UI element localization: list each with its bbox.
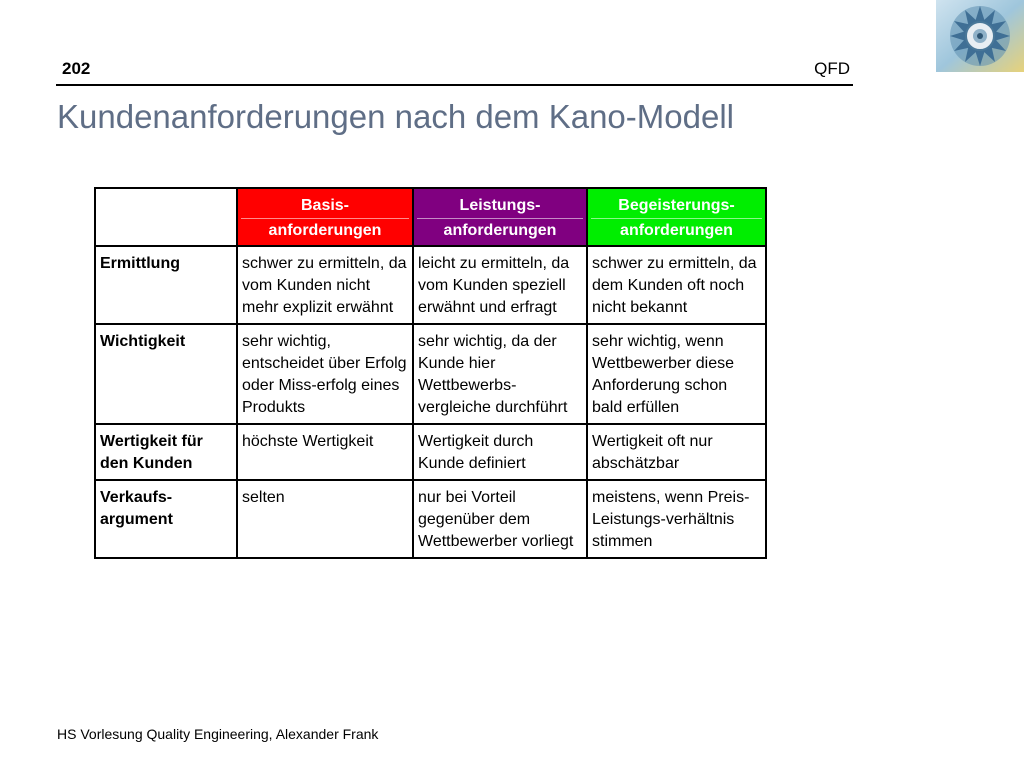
table-row xyxy=(95,480,766,558)
column-header-line: anforderungen xyxy=(620,222,733,239)
table-cell: schwer zu ermitteln, da vom Kunden nicht mehr explizit erwähnt xyxy=(237,246,413,324)
column-header-basis xyxy=(237,188,413,246)
kano-table xyxy=(94,187,767,559)
table-cell: Wertigkeit durch Kunde definiert xyxy=(413,424,587,480)
table-cell: nur bei Vorteil gegenüber dem Wettbewerber vorliegt xyxy=(413,480,587,558)
table-cell: Wertigkeit oft nur abschätzbar xyxy=(587,424,766,480)
row-label-verkaufsargument: Verkaufs-argument xyxy=(95,480,237,558)
table-cell: sehr wichtig, da der Kunde hier Wettbewerbs-vergleiche durchführt xyxy=(413,324,587,424)
column-header-line: Basis- xyxy=(241,195,409,219)
section-label: QFD xyxy=(814,59,850,78)
table-corner-cell xyxy=(95,188,237,246)
column-header-line: Begeisterungs- xyxy=(591,195,762,219)
row-label-wertigkeit: Wertigkeit für den Kunden xyxy=(95,424,237,480)
column-header-begeisterung xyxy=(587,188,766,246)
row-label-ermittlung: Ermittlung xyxy=(95,246,237,324)
table-row xyxy=(95,324,766,424)
footer-text: HS Vorlesung Quality Engineering, Alexander Frank xyxy=(57,726,379,742)
table-cell: meistens, wenn Preis-Leistungs-verhältnis stimmen xyxy=(587,480,766,558)
column-header-line: Leistungs- xyxy=(417,195,583,219)
column-header-leistung xyxy=(413,188,587,246)
table-header-row xyxy=(95,188,766,246)
page-number: 202 xyxy=(62,59,91,78)
column-header-line: anforderungen xyxy=(268,222,382,239)
table-cell: höchste Wertigkeit xyxy=(237,424,413,480)
page-title: Kundenanforderungen nach dem Kano-Modell xyxy=(57,98,734,135)
table-row xyxy=(95,246,766,324)
turbine-wheel-icon xyxy=(936,0,1024,72)
header-divider xyxy=(56,84,853,86)
table-cell: sehr wichtig, entscheidet über Erfolg oder Miss-erfolg eines Produkts xyxy=(237,324,413,424)
row-label-wichtigkeit: Wichtigkeit xyxy=(95,324,237,424)
column-header-line: anforderungen xyxy=(443,222,557,239)
table-cell: schwer zu ermitteln, da dem Kunden oft noch nicht bekannt xyxy=(587,246,766,324)
table-row xyxy=(95,424,766,480)
table-cell: selten xyxy=(237,480,413,558)
table-cell: sehr wichtig, wenn Wettbewerber diese Anforderung schon bald erfüllen xyxy=(587,324,766,424)
table-cell: leicht zu ermitteln, da vom Kunden speziell erwähnt und erfragt xyxy=(413,246,587,324)
